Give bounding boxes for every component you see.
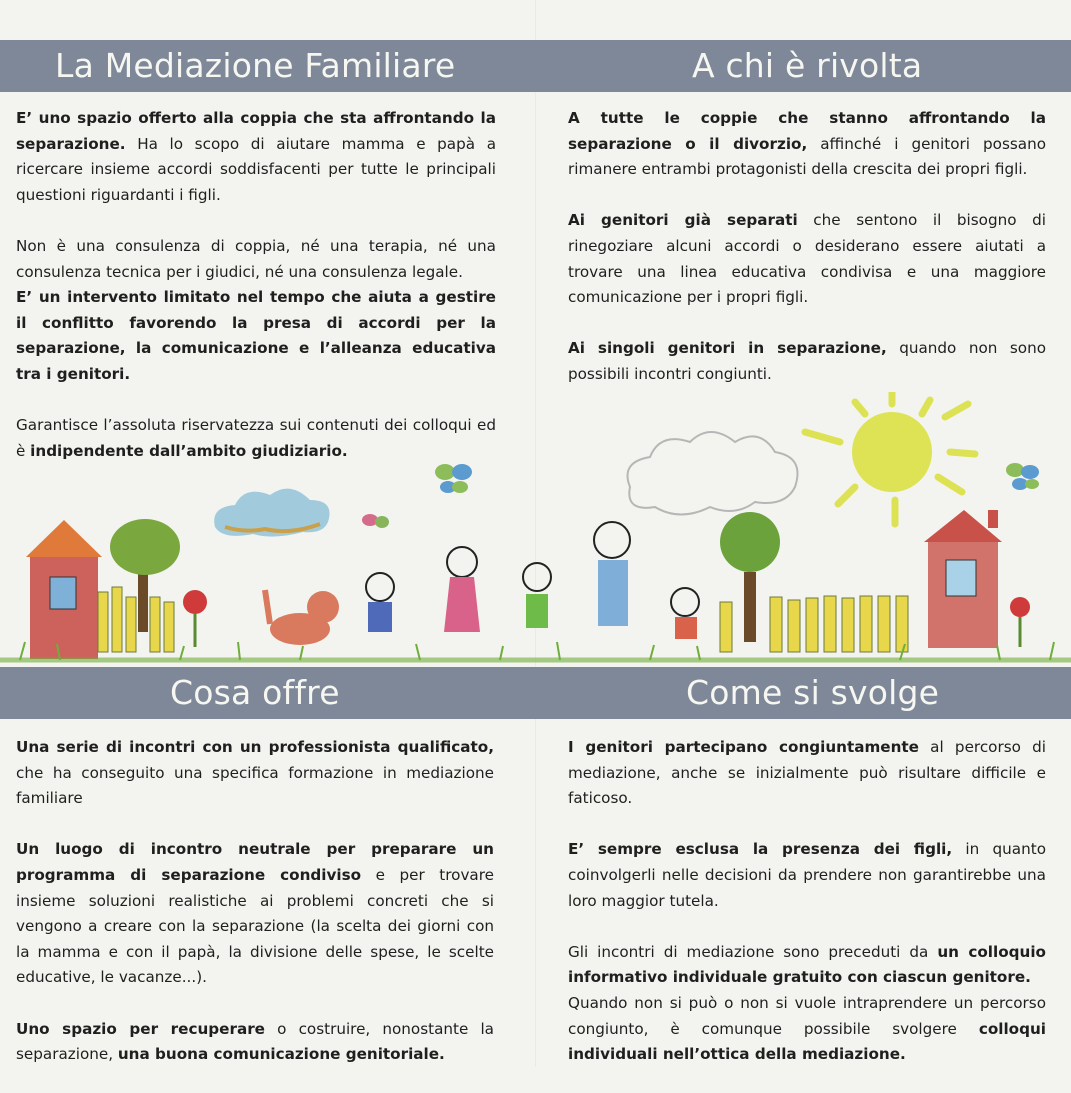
section-svolge	[568, 735, 1046, 1068]
svolge-para-2: E’ sempre esclusa la presenza dei figli, in quanto coinvolgerli nelle decisioni da prendere non garantirebbe una loro maggior tutela.	[568, 840, 1046, 910]
top-header-band	[0, 40, 1071, 92]
cat-icon	[265, 590, 339, 645]
child-icon	[366, 573, 394, 632]
svolge-para-1: I genitori partecipano congiuntamente al percorso di mediazione, anche se inizialmente può risultare difficile e faticoso.	[568, 738, 1046, 808]
grass-icon	[0, 642, 1071, 660]
blue-cloud-icon	[214, 489, 329, 537]
title-svolge: Come si svolge	[686, 673, 940, 712]
offre-para-1: Una serie di incontri con un professionista qualificato, che ha conseguito una specifica formazione in mediazione familiare	[16, 738, 494, 808]
fence-icon	[98, 587, 908, 652]
child-icon	[671, 588, 699, 639]
mediazione-para-2: Non è una consulenza di coppia, né una terapia, né una consulenza tecnica per i giudici, né una consulenza legale.	[16, 236, 496, 281]
title-rivolta: A chi è rivolta	[692, 46, 923, 85]
pink-butterfly-icon	[362, 514, 389, 528]
offre-para-2: Un luogo di incontro neutrale per preparare un programma di separazione condiviso e per trovare insieme soluzioni realistiche ai problemi concreti che si vengono a creare con la separazione (la scelta dei giorni con la mamma e con il papà, la divisione delle spese, le scelte educative, le vacanze...).	[16, 840, 494, 987]
child-icon	[444, 547, 480, 632]
child-icon	[594, 522, 630, 626]
butterfly-icon	[435, 464, 472, 493]
title-mediazione: La Mediazione Familiare	[55, 46, 456, 85]
svolge-para-4: Quando non si può o non si vuole intraprendere un percorso congiunto, è comunque possibile svolgere colloqui individuali nell’ottica della mediazione.	[568, 993, 1046, 1064]
child-icon	[523, 563, 551, 628]
bottom-header-band	[0, 667, 1071, 719]
grey-cloud-icon	[628, 432, 798, 515]
house-icon	[26, 520, 102, 659]
rivolta-para-1: A tutte le coppie che stanno affrontando la separazione o il divorzio, affinché i genitori possano rimanere entrambi protagonisti della crescita dei propri figli.	[568, 109, 1046, 179]
house-icon	[924, 510, 1002, 648]
rivolta-para-3: Ai singoli genitori in separazione, quando non sono possibili incontri congiunti.	[568, 339, 1047, 383]
butterfly-icon	[1006, 463, 1039, 490]
section-offre	[16, 735, 494, 1093]
title-offre: Cosa offre	[170, 673, 340, 712]
svolge-para-3: Gli incontri di mediazione sono preceduti da un colloquio informativo individuale gratuito con ciascun genitore.	[568, 942, 1046, 987]
rivolta-para-2: Ai genitori già separati che sentono il bisogno di rinegoziare alcuni accordi o desiderano essere aiutati a trovare una linea educativa condivisa e una maggiore comunicazione per i propri figli.	[568, 211, 1046, 307]
mediazione-para-1: E’ uno spazio offerto alla coppia che sta affrontando la separazione. Ha lo scopo di aiutare mamma e papà a ricercare insieme accordi soddisfacenti per tutte le principali questioni riguardanti i figli.	[16, 109, 496, 204]
offre-para-3: Uno spazio per recuperare o costruire, nonostante la separazione, una buona comunicazione genitoriale.	[16, 1019, 494, 1064]
children-drawing-illustration	[0, 392, 1071, 668]
sun-icon	[805, 392, 975, 524]
mediazione-para-4: Garantisce l’assoluta riservatezza sui contenuti dei colloqui ed è indipendente dall’ambito giudiziario.	[16, 416, 496, 460]
mediazione-para-3: E’ un intervento limitato nel tempo che aiuta a gestire il conflitto favorendo la presa di accordi per la separazione, la comunicazione e l’alleanza educativa tra i genitori.	[16, 288, 496, 383]
section-rivolta	[568, 106, 1046, 413]
